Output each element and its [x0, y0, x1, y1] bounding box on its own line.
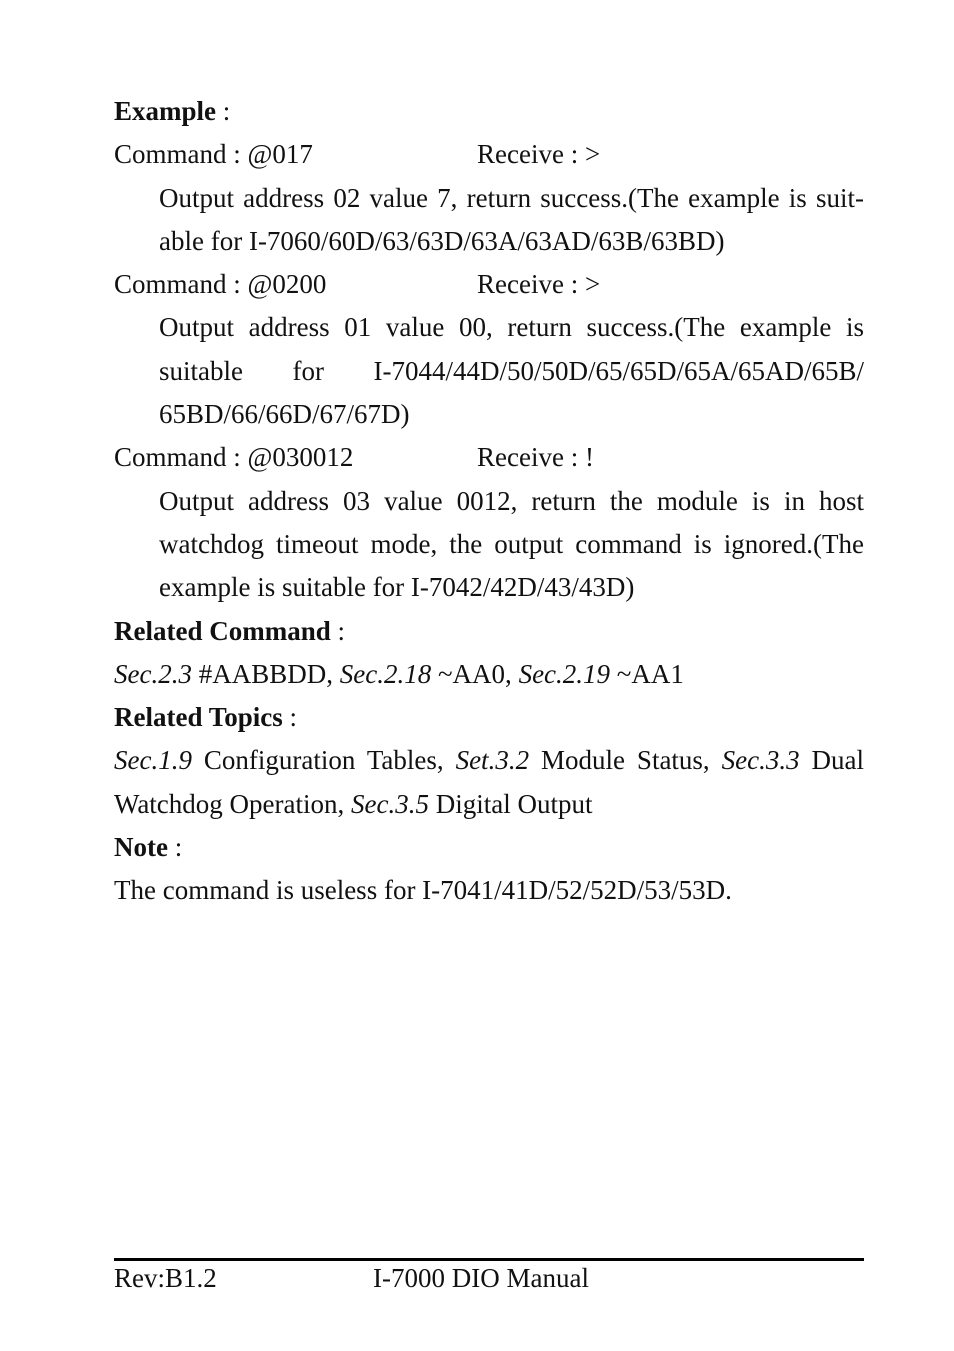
related-topics-heading: Related Topics: [114, 702, 283, 733]
section-ref-link[interactable]: Sec.2.18: [339, 658, 432, 689]
footer-revision: Rev:B1.2: [114, 1263, 217, 1293]
command-desc-1-line-2: able for I-7060/60D/63/63D/63A/63AD/63B/63BD): [159, 225, 725, 256]
command-desc-2-line-2: suitable for I-7044/44D/50/50D/65/65D/65A/65AD/65B/: [159, 355, 864, 386]
command-row-2: [114, 263, 864, 306]
example-colon: :: [216, 96, 231, 126]
related-topics-line-2: [114, 783, 864, 826]
section-ref-link[interactable]: Sec.2.19: [518, 658, 611, 689]
section-ref-text: #AABBDD,: [191, 658, 340, 689]
section-ref-text: Digital Output: [428, 788, 593, 819]
receive-text-3: Receive : !: [477, 442, 594, 473]
command-desc-1-line-1: Output address 02 value 7, return success.(The example is suit-: [159, 182, 864, 213]
command-desc-3-line-1: Output address 03 value 0012, return the module is in host: [159, 485, 864, 516]
section-ref-link[interactable]: Sec.2.3: [114, 658, 192, 689]
related-topics-line-1: [114, 739, 864, 782]
section-ref-link[interactable]: Set.3.2: [455, 745, 530, 776]
command-text-1: Command : @017: [114, 139, 313, 170]
example-heading: Example: [114, 96, 217, 126]
command-text-2: Command : @0200: [114, 269, 327, 300]
page-footer: [114, 1262, 864, 1294]
related-topics-line-2-prefix: Watchdog Operation,: [114, 788, 352, 819]
command-row-3: [114, 436, 864, 479]
section-ref-text: ~AA1: [610, 658, 684, 689]
section-ref-text: Module Status,: [529, 745, 722, 776]
page-content: [114, 90, 864, 913]
receive-text-1: Receive : >: [477, 139, 601, 170]
command-desc-3-line-3: example is suitable for I-7042/42D/43/43D): [159, 572, 635, 603]
example-heading-line: [114, 90, 864, 133]
command-row-1: [114, 133, 864, 176]
related-command-refs: [114, 653, 864, 696]
note-text: The command is useless for I-7041/41D/52/52D/53/53D.: [114, 875, 732, 906]
section-ref-link[interactable]: Sec.1.9: [114, 745, 192, 776]
footer-divider: [114, 1258, 864, 1261]
note-heading: Note: [114, 832, 168, 863]
note-heading-line: [114, 826, 864, 869]
related-command-colon: :: [330, 615, 346, 646]
section-ref-link[interactable]: Sec.3.5: [351, 788, 429, 819]
receive-text-2: Receive : >: [477, 269, 601, 300]
section-ref-text: ~AA0,: [431, 658, 519, 689]
related-topics-colon: :: [282, 702, 298, 733]
command-desc-2-line-1: Output address 01 value 00, return success.(The example is: [159, 312, 864, 343]
command-text-3: Command : @030012: [114, 442, 354, 473]
footer-manual-title: I-7000 DIO Manual: [373, 1263, 589, 1293]
related-command-heading-line: [114, 610, 864, 653]
command-desc-2-line-3: 65BD/66/66D/67/67D): [159, 399, 410, 430]
command-desc-3-line-2: watchdog timeout mode, the output command is ignored.(The: [159, 528, 864, 559]
note-colon: :: [167, 832, 183, 863]
section-ref-text: Dual: [799, 745, 865, 776]
section-ref-text: Configuration Tables,: [191, 745, 456, 776]
related-command-heading: Related Command: [114, 615, 331, 646]
section-ref-link[interactable]: Sec.3.3: [721, 745, 800, 776]
related-topics-heading-line: [114, 696, 864, 739]
